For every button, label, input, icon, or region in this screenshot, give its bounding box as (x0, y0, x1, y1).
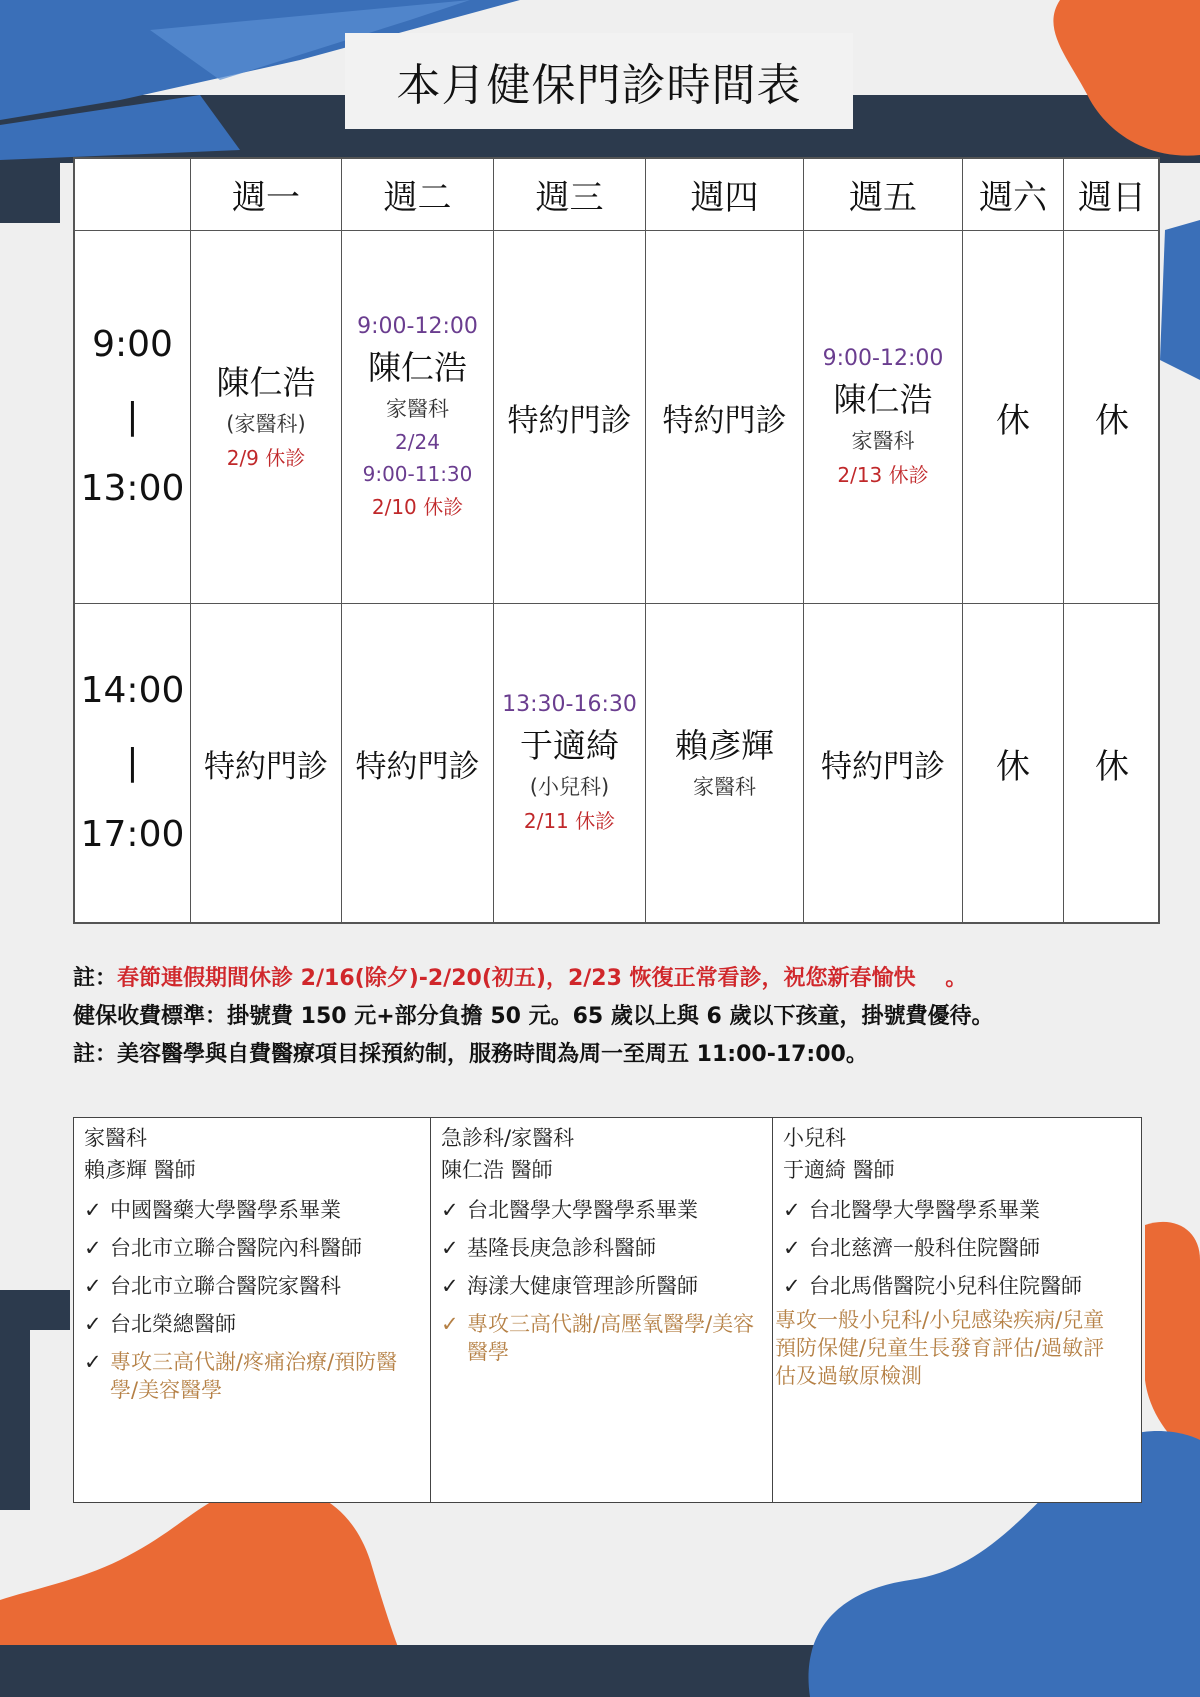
check-icon: ✓ (84, 1274, 102, 1298)
list-item: ✓ 海漾大健康管理診所醫師 (441, 1274, 698, 1298)
closed-note: 2/10 休診 (371, 495, 464, 519)
morning-sun: 休 (1095, 400, 1129, 441)
list-item: ✓ 台北醫學大學醫學系畢業 (441, 1198, 698, 1222)
doctor-name: 陳仁浩 (216, 363, 316, 402)
special-clinic-label: 特約門診 (507, 402, 632, 439)
doctor-profile-chen (430, 1118, 772, 1502)
doctor-dept: 急診科/家醫科 (441, 1126, 575, 1150)
check-icon: ✓ (441, 1236, 459, 1260)
check-icon: ✓ (84, 1236, 102, 1260)
check-icon: ✓ (783, 1236, 801, 1260)
morning-sat: 休 (996, 400, 1030, 441)
afternoon-mon (191, 604, 341, 922)
check-icon: ✓ (783, 1274, 801, 1298)
header-thu: 週四 (690, 178, 759, 218)
list-item: ✓ 台北市立聯合醫院家醫科 (84, 1274, 341, 1298)
afternoon-time (75, 604, 190, 922)
doctor-profile-yu (772, 1118, 1140, 1502)
morning-tue (342, 231, 493, 603)
afternoon-thu (646, 604, 803, 922)
header-tue: 週二 (383, 178, 452, 218)
check-icon: ✓ (84, 1350, 102, 1374)
doctor-name: 陳仁浩 (368, 348, 467, 387)
closed-note: 2/9 休診 (226, 446, 306, 470)
closed-note: 2/11 休診 (523, 809, 616, 833)
note-prefix: 註： (73, 966, 118, 991)
afternoon-time-start: 14:00 (80, 670, 185, 711)
check-icon: ✓ (441, 1198, 459, 1222)
special-date: 2/24 (395, 430, 440, 454)
special-clinic-label: 特約門診 (204, 748, 328, 785)
morning-thu (646, 231, 803, 603)
page-title: 本月健保門診時間表 (345, 33, 853, 129)
list-item: ✓ 台北馬偕醫院小兒科住院醫師 (783, 1274, 1082, 1298)
morning-time-end: 13:00 (80, 468, 185, 509)
header-mon: 週一 (232, 178, 300, 218)
afternoon-sat: 休 (996, 746, 1030, 787)
afternoon-tue (342, 604, 493, 922)
list-item: ✓ 台北榮總醫師 (84, 1312, 236, 1336)
doctor-name: 于適綺 (520, 726, 619, 765)
clinic-hours: 13:30-16:30 (502, 692, 637, 717)
afternoon-sun: 休 (1095, 746, 1129, 787)
doctor-name: 于適綺 醫師 (783, 1158, 895, 1182)
special-clinic-label: 特約門診 (355, 748, 480, 785)
clinic-hours: 9:00-12:00 (357, 314, 478, 339)
check-icon: ✓ (441, 1274, 459, 1298)
list-item: ✓ 台北醫學大學醫學系畢業 (783, 1198, 1040, 1222)
check-icon: ✓ (441, 1312, 459, 1336)
special-clinic-label: 特約門診 (821, 748, 945, 785)
closed-note: 2/13 休診 (837, 463, 929, 487)
list-item: ✓ 中國醫藥大學醫學系畢業 (84, 1198, 341, 1222)
note-holiday-text: 春節連假期間休診 2/16(除夕)-2/20(初五)，2/23 恢復正常看診，祝您新春愉快 。 (117, 966, 968, 991)
afternoon-time-sep: | (126, 742, 139, 783)
specialty-item: ✓ 專攻三高代謝/高壓氧醫學/美容醫學 (441, 1312, 755, 1364)
specialty-item: ✓ 專攻三高代謝/疼痛治療/預防醫學/美容醫學 (84, 1350, 398, 1402)
doctor-profile-lai (74, 1118, 430, 1502)
note-cosmetic: 註：美容醫學與自費醫療項目採預約制，服務時間為周一至周五 11:00-17:00。 (73, 1042, 868, 1067)
specialty-item: 專攻一般小兒科/小兒感染疾病/兒童預防保健/兒童生長發育評估/過敏評估及過敏原檢測 (775, 1308, 1105, 1388)
note-fees: 健保收費標準：掛號費 150 元+部分負擔 50 元。65 歲以上與 6 歲以下孩童，掛號費優待。 (73, 1004, 994, 1029)
notes-section (73, 960, 1173, 1074)
dept-label: (家醫科) (226, 412, 306, 436)
doctor-dept: 家醫科 (84, 1126, 147, 1150)
header-sat: 週六 (979, 178, 1047, 218)
check-icon: ✓ (84, 1198, 102, 1222)
clinic-hours: 9:00-12:00 (822, 346, 944, 371)
list-item: ✓ 台北慈濟一般科住院醫師 (783, 1236, 1040, 1260)
header-sun: 週日 (1078, 178, 1146, 218)
dept-label: 家醫科 (693, 775, 756, 799)
morning-fri (804, 231, 962, 603)
doctor-profiles-table (73, 1117, 1142, 1503)
dept-label: 家醫科 (386, 397, 449, 421)
header-fri: 週五 (849, 178, 917, 218)
morning-wed (494, 231, 645, 603)
dept-label: (小兒科) (529, 775, 610, 799)
check-icon: ✓ (84, 1312, 102, 1336)
schedule-table (73, 157, 1160, 924)
afternoon-fri (804, 604, 962, 922)
morning-time-sep: | (126, 396, 139, 437)
afternoon-wed (494, 604, 645, 922)
morning-time-start: 9:00 (92, 324, 173, 365)
list-item: ✓ 台北市立聯合醫院內科醫師 (84, 1236, 362, 1260)
check-icon: ✓ (783, 1198, 801, 1222)
dept-label: 家醫科 (851, 429, 915, 453)
afternoon-time-end: 17:00 (80, 814, 185, 855)
special-date-hours: 9:00-11:30 (362, 462, 473, 486)
doctor-name: 賴彥輝 (675, 726, 774, 765)
doctor-name: 賴彥輝 醫師 (84, 1158, 196, 1182)
header-wed: 週三 (535, 178, 604, 218)
morning-time (75, 231, 190, 603)
doctor-name: 陳仁浩 醫師 (441, 1158, 553, 1182)
note-holiday (73, 960, 1173, 998)
doctor-name: 陳仁浩 (833, 380, 933, 419)
morning-mon (191, 231, 341, 603)
doctor-dept: 小兒科 (783, 1126, 846, 1150)
special-clinic-label: 特約門診 (662, 402, 787, 439)
list-item: ✓ 基隆長庚急診科醫師 (441, 1236, 656, 1260)
